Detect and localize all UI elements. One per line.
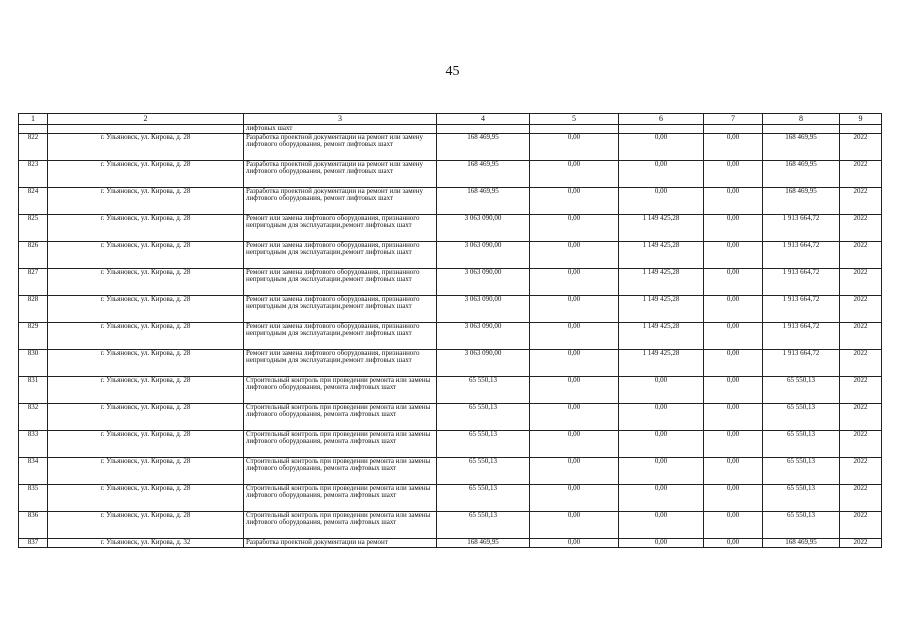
cell-addr: г. Ульяновск, ул. Кирова, д. 28: [48, 241, 244, 268]
cell-c5: 0,00: [530, 349, 619, 376]
cell-work: Разработка проектной документации на ремонт или замену лифтового оборудования, ремонт лифтовых шахт: [244, 133, 437, 160]
cell-c8: 65 550,13: [763, 457, 840, 484]
cell-work: Строительный контроль при проведении ремонта или замены лифтового оборудования, ремонта лифтовых шахт: [244, 457, 437, 484]
cell-c6: 1 149 425,28: [619, 268, 704, 295]
cell-c4: 65 550,13: [437, 484, 530, 511]
cell-c8: 65 550,13: [763, 511, 840, 538]
cell-c7: 0,00: [704, 457, 763, 484]
cell-c9: 2022: [840, 133, 882, 160]
cell-c4: 3 063 090,00: [437, 295, 530, 322]
cell-c6: 0,00: [619, 538, 704, 547]
cell-c8: 65 550,13: [763, 484, 840, 511]
cell-c9: 2022: [840, 349, 882, 376]
cell-c7: 0,00: [704, 241, 763, 268]
cell-c4: 65 550,13: [437, 376, 530, 403]
cell-c4: 3 063 090,00: [437, 349, 530, 376]
cell-addr: г. Ульяновск, ул. Кирова, д. 28: [48, 214, 244, 241]
cell-c6: 0,00: [619, 160, 704, 187]
cell-c9: 2022: [840, 511, 882, 538]
cell-addr: г. Ульяновск, ул. Кирова, д. 28: [48, 430, 244, 457]
cell-c8: 168 469,95: [763, 160, 840, 187]
cell-c6: 0,00: [619, 430, 704, 457]
cell-c6: 1 149 425,28: [619, 295, 704, 322]
cell-n: 829: [19, 322, 48, 349]
cell-c4: 3 063 090,00: [437, 322, 530, 349]
cell-c5: 0,00: [530, 457, 619, 484]
cell-c6: 0,00: [619, 403, 704, 430]
cell-n: 837: [19, 538, 48, 547]
cell-work: Строительный контроль при проведении ремонта или замены лифтового оборудования, ремонта лифтовых шахт: [244, 484, 437, 511]
table-row: [19, 133, 882, 160]
cell-n: 825: [19, 214, 48, 241]
page-number: 45: [445, 64, 460, 79]
cell-c4: 65 550,13: [437, 430, 530, 457]
header-cell: 6: [619, 114, 704, 125]
cell-work: Строительный контроль при проведении ремонта или замены лифтового оборудования, ремонта лифтовых шахт: [244, 430, 437, 457]
cell-n: 823: [19, 160, 48, 187]
cell-addr: г. Ульяновск, ул. Кирова, д. 32: [48, 538, 244, 547]
cell-c7: 0,00: [704, 511, 763, 538]
cell-c9: 2022: [840, 457, 882, 484]
table-cell: [19, 125, 48, 134]
table-row: [19, 214, 882, 241]
cell-c5: 0,00: [530, 484, 619, 511]
table-row: [19, 241, 882, 268]
cell-c5: 0,00: [530, 403, 619, 430]
table-cell: [48, 125, 244, 134]
cell-c7: 0,00: [704, 295, 763, 322]
cell-c7: 0,00: [704, 187, 763, 214]
cell-n: 831: [19, 376, 48, 403]
cell-c8: 65 550,13: [763, 376, 840, 403]
cell-work: Разработка проектной документации на ремонт или замену лифтового оборудования, ремонт лифтовых шахт: [244, 187, 437, 214]
cell-work: Ремонт или замена лифтового оборудования, признанного непригодным для эксплуатации,ремонт лифтовых шахт: [244, 349, 437, 376]
cell-c7: 0,00: [704, 403, 763, 430]
table-row: [19, 349, 882, 376]
cell-c6: 0,00: [619, 187, 704, 214]
table-cell: [704, 125, 763, 134]
cell-n: 830: [19, 349, 48, 376]
table-row: [19, 160, 882, 187]
cell-c8: 1 913 664,72: [763, 268, 840, 295]
table-cell: лифтовых шахт: [244, 125, 437, 134]
header-cell: 3: [244, 114, 437, 125]
cell-c4: 65 550,13: [437, 457, 530, 484]
cell-addr: г. Ульяновск, ул. Кирова, д. 28: [48, 133, 244, 160]
cell-c8: 65 550,13: [763, 403, 840, 430]
header-cell: 9: [840, 114, 882, 125]
cell-c8: 1 913 664,72: [763, 214, 840, 241]
header-cell: 4: [437, 114, 530, 125]
cell-c6: 1 149 425,28: [619, 322, 704, 349]
cell-c6: 0,00: [619, 457, 704, 484]
cell-c7: 0,00: [704, 160, 763, 187]
cell-c7: 0,00: [704, 268, 763, 295]
cell-c5: 0,00: [530, 133, 619, 160]
cell-c4: 65 550,13: [437, 403, 530, 430]
table-row: [19, 484, 882, 511]
cell-c7: 0,00: [704, 322, 763, 349]
cell-c4: 3 063 090,00: [437, 214, 530, 241]
cell-c5: 0,00: [530, 430, 619, 457]
cell-c8: 1 913 664,72: [763, 322, 840, 349]
cell-c6: 1 149 425,28: [619, 214, 704, 241]
header-cell: 2: [48, 114, 244, 125]
last-table-row: [19, 538, 882, 547]
table-cell: [763, 125, 840, 134]
cell-c7: 0,00: [704, 214, 763, 241]
table-cell: [619, 125, 704, 134]
cell-c4: 168 469,95: [437, 187, 530, 214]
cell-c5: 0,00: [530, 241, 619, 268]
cell-addr: г. Ульяновск, ул. Кирова, д. 28: [48, 484, 244, 511]
cell-work: Разработка проектной документации на ремонт: [244, 538, 437, 547]
cell-c9: 2022: [840, 187, 882, 214]
cell-c9: 2022: [840, 268, 882, 295]
cell-work: Разработка проектной документации на ремонт или замену лифтового оборудования, ремонт лифтовых шахт: [244, 160, 437, 187]
table-body: [19, 125, 882, 548]
cell-c5: 0,00: [530, 187, 619, 214]
cell-c7: 0,00: [704, 430, 763, 457]
cell-n: 833: [19, 430, 48, 457]
cell-c9: 2022: [840, 322, 882, 349]
cell-c5: 0,00: [530, 268, 619, 295]
table-row: [19, 511, 882, 538]
header-cell: 7: [704, 114, 763, 125]
cell-c9: 2022: [840, 214, 882, 241]
cell-c8: 168 469,95: [763, 187, 840, 214]
cell-c5: 0,00: [530, 160, 619, 187]
cell-c8: 168 469,95: [763, 133, 840, 160]
cell-n: 824: [19, 187, 48, 214]
cell-c8: 65 550,13: [763, 430, 840, 457]
capital-repair-table: [18, 113, 882, 548]
cell-c8: 1 913 664,72: [763, 349, 840, 376]
cell-n: 826: [19, 241, 48, 268]
cell-work: Строительный контроль при проведении ремонта или замены лифтового оборудования, ремонта лифтовых шахт: [244, 403, 437, 430]
cell-c9: 2022: [840, 430, 882, 457]
header-cell: 8: [763, 114, 840, 125]
table-cell: [530, 125, 619, 134]
table-row: [19, 268, 882, 295]
cell-n: 834: [19, 457, 48, 484]
cell-c9: 2022: [840, 403, 882, 430]
cell-n: 822: [19, 133, 48, 160]
cell-c4: 65 550,13: [437, 511, 530, 538]
cell-n: 828: [19, 295, 48, 322]
table-cell: [840, 125, 882, 134]
table-row: [19, 322, 882, 349]
cell-addr: г. Ульяновск, ул. Кирова, д. 28: [48, 403, 244, 430]
cell-c7: 0,00: [704, 484, 763, 511]
cell-c5: 0,00: [530, 511, 619, 538]
cell-c5: 0,00: [530, 322, 619, 349]
cell-c6: 1 149 425,28: [619, 349, 704, 376]
table-row: [19, 457, 882, 484]
cell-c4: 168 469,95: [437, 160, 530, 187]
cell-work: Строительный контроль при проведении ремонта или замены лифтового оборудования, ремонта лифтовых шахт: [244, 511, 437, 538]
cell-c9: 2022: [840, 538, 882, 547]
cell-c6: 0,00: [619, 376, 704, 403]
cell-n: 835: [19, 484, 48, 511]
cell-c4: 168 469,95: [437, 133, 530, 160]
cell-n: 832: [19, 403, 48, 430]
table-cell: [437, 125, 530, 134]
cell-c7: 0,00: [704, 376, 763, 403]
cell-addr: г. Ульяновск, ул. Кирова, д. 28: [48, 511, 244, 538]
cell-work: Ремонт или замена лифтового оборудования, признанного непригодным для эксплуатации,ремонт лифтовых шахт: [244, 214, 437, 241]
cell-c5: 0,00: [530, 214, 619, 241]
cell-c8: 1 913 664,72: [763, 295, 840, 322]
cell-c9: 2022: [840, 160, 882, 187]
cell-addr: г. Ульяновск, ул. Кирова, д. 28: [48, 457, 244, 484]
cell-c9: 2022: [840, 376, 882, 403]
table-row: [19, 187, 882, 214]
cell-addr: г. Ульяновск, ул. Кирова, д. 28: [48, 187, 244, 214]
cell-c6: 0,00: [619, 511, 704, 538]
cell-c4: 168 469,95: [437, 538, 530, 547]
continuation-row: [19, 125, 882, 134]
cell-addr: г. Ульяновск, ул. Кирова, д. 28: [48, 268, 244, 295]
header-cell: 1: [19, 114, 48, 125]
table-row: [19, 430, 882, 457]
cell-addr: г. Ульяновск, ул. Кирова, д. 28: [48, 376, 244, 403]
table-row: [19, 403, 882, 430]
cell-c8: 1 913 664,72: [763, 241, 840, 268]
cell-addr: г. Ульяновск, ул. Кирова, д. 28: [48, 349, 244, 376]
cell-c6: 0,00: [619, 133, 704, 160]
cell-c6: 0,00: [619, 484, 704, 511]
cell-n: 827: [19, 268, 48, 295]
cell-c7: 0,00: [704, 133, 763, 160]
cell-addr: г. Ульяновск, ул. Кирова, д. 28: [48, 322, 244, 349]
cell-c9: 2022: [840, 484, 882, 511]
cell-c8: 168 469,95: [763, 538, 840, 547]
cell-c9: 2022: [840, 295, 882, 322]
cell-work: Ремонт или замена лифтового оборудования, признанного непригодным для эксплуатации,ремонт лифтовых шахт: [244, 295, 437, 322]
cell-c5: 0,00: [530, 376, 619, 403]
cell-c4: 3 063 090,00: [437, 241, 530, 268]
cell-c6: 1 149 425,28: [619, 241, 704, 268]
header-cell: 5: [530, 114, 619, 125]
table-row: [19, 295, 882, 322]
cell-c7: 0,00: [704, 538, 763, 547]
cell-work: Ремонт или замена лифтового оборудования, признанного непригодным для эксплуатации,ремонт лифтовых шахт: [244, 322, 437, 349]
cell-addr: г. Ульяновск, ул. Кирова, д. 28: [48, 160, 244, 187]
cell-c5: 0,00: [530, 538, 619, 547]
cell-c7: 0,00: [704, 349, 763, 376]
table-row: [19, 376, 882, 403]
cell-work: Ремонт или замена лифтового оборудования, признанного непригодным для эксплуатации,ремонт лифтовых шахт: [244, 241, 437, 268]
cell-n: 836: [19, 511, 48, 538]
column-number-header: [19, 114, 882, 125]
cell-c4: 3 063 090,00: [437, 268, 530, 295]
cell-work: Ремонт или замена лифтового оборудования, признанного непригодным для эксплуатации,ремонт лифтовых шахт: [244, 268, 437, 295]
cell-c5: 0,00: [530, 295, 619, 322]
cell-work: Строительный контроль при проведении ремонта или замены лифтового оборудования, ремонта лифтовых шахт: [244, 376, 437, 403]
cell-addr: г. Ульяновск, ул. Кирова, д. 28: [48, 295, 244, 322]
cell-c9: 2022: [840, 241, 882, 268]
